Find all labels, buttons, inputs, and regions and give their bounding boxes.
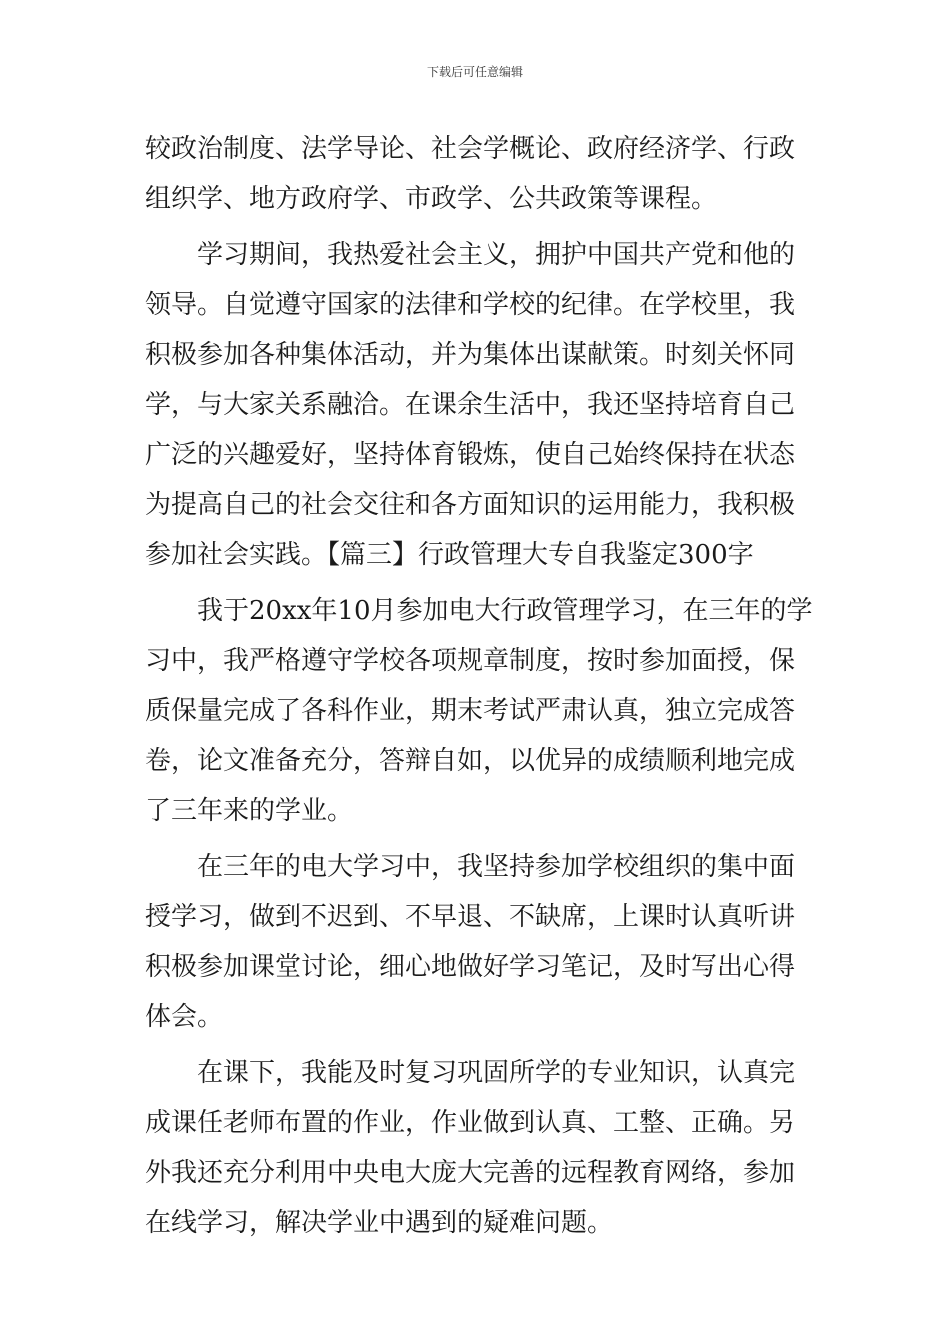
text-line: 在三年的电大学习中，我坚持参加学校组织的集中面 xyxy=(197,852,796,882)
text-line: 了三年来的学业。 xyxy=(145,796,354,826)
text-line: 参加社会实践。【篇三】行政管理大专自我鉴定300字 xyxy=(145,540,754,570)
document-body xyxy=(145,124,813,1248)
text-line: 习中，我严格遵守学校各项规章制度，按时参加面授，保 xyxy=(145,646,796,676)
text-line: 外我还充分利用中央电大庞大完善的远程教育网络，参加 xyxy=(145,1158,796,1188)
text-line: 体会。 xyxy=(145,1002,224,1032)
text-line: 我于20xx年10月参加电大行政管理学习，在三年的学 xyxy=(197,596,813,626)
text-line: 积极参加各种集体活动，并为集体出谋献策。时刻关怀同 xyxy=(145,340,796,370)
text-line: 广泛的兴趣爱好，坚持体育锻炼，使自己始终保持在状态 xyxy=(145,440,796,470)
text-line: 积极参加课堂讨论，细心地做好学习笔记，及时写出心得 xyxy=(145,952,796,982)
text-line: 领导。自觉遵守国家的法律和学校的纪律。在学校里，我 xyxy=(145,290,796,320)
text-line: 卷，论文准备充分，答辩自如，以优异的成绩顺利地完成 xyxy=(145,746,796,776)
text-line: 授学习，做到不迟到、不早退、不缺席，上课时认真听讲 xyxy=(145,902,796,932)
text-line: 在线学习，解决学业中遇到的疑难问题。 xyxy=(145,1208,614,1238)
text-line: 在课下，我能及时复习巩固所学的专业知识，认真完 xyxy=(197,1058,796,1088)
text-line: 质保量完成了各科作业，期末考试严肃认真，独立完成答 xyxy=(145,696,796,726)
page-header: 下载后可任意编辑 xyxy=(426,65,523,79)
text-line: 组织学、地方政府学、市政学、公共政策等课程。 xyxy=(145,184,718,214)
text-line: 较政治制度、法学导论、社会学概论、政府经济学、行政 xyxy=(145,134,796,164)
text-line: 为提高自己的社会交往和各方面知识的运用能力，我积极 xyxy=(145,490,796,520)
text-line: 学习期间，我热爱社会主义，拥护中国共产党和他的 xyxy=(197,240,796,270)
text-line: 学，与大家关系融洽。在课余生活中，我还坚持培育自己 xyxy=(145,390,796,420)
text-line: 成课任老师布置的作业，作业做到认真、工整、正确。另 xyxy=(145,1108,796,1138)
